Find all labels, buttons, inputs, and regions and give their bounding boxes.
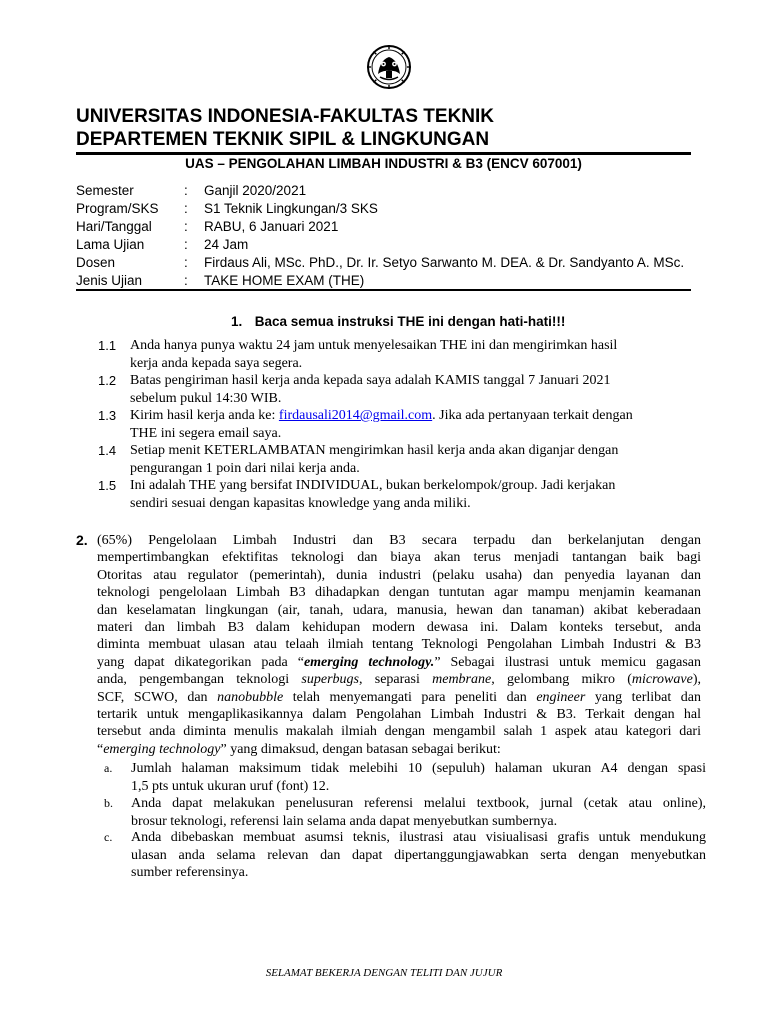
paragraph-line: (65%) Pengelolaan Limbah Industri dan B3 secara terpadu dan berkelanjutan dengan	[97, 533, 701, 548]
instruction-number: 1.5	[98, 478, 117, 493]
instruction-line: Batas pengiriman hasil kerja anda kepada saya adalah KAMIS tanggal 7 Januari 2021	[130, 373, 611, 388]
instruction-line: kerja anda kepada saya segera.	[130, 355, 303, 371]
info-label: Hari/Tanggal	[76, 219, 152, 234]
info-colon: :	[184, 255, 188, 270]
paragraph-line: teknologi pengelolaan Limbah B3 dihadapkan dengan tuntutan agar mampu menjamin keamanan	[97, 585, 701, 601]
sub-item-letter: b.	[104, 796, 113, 810]
sub-item-line: Anda dibebaskan membuat asumsi teknis, ilustrasi atau visiualisasi grafis untuk mendukung	[131, 830, 706, 845]
info-colon: :	[184, 183, 188, 198]
paragraph-line: mempertimbangkan efektifitas teknologi dan biaya akan terus menjadi tantangan baik bagi	[97, 550, 701, 566]
instruction-line: Setiap menit KETERLAMBATAN mengirimkan hasil kerja anda akan diganjar dengan	[130, 443, 619, 458]
instruction-text: Kirim hasil kerja anda ke:	[130, 408, 279, 423]
sub-item-line: 1,5 pts untuk ukuran uruf (font) 12.	[131, 778, 330, 794]
instruction-number: 1.3	[98, 408, 117, 423]
info-label: Lama Ujian	[76, 237, 145, 252]
emphasis-text: superbugs	[301, 672, 359, 688]
text-run: ),	[692, 672, 701, 688]
paragraph-line	[97, 654, 701, 671]
info-colon: :	[184, 273, 188, 288]
sub-item-letter: c.	[104, 830, 113, 844]
instruction-line: pengurangan 1 poin dari nilai kerja anda.	[130, 460, 360, 476]
paragraph-line: Otoritas atau regulator (pemerintah), dunia industri (pelaku usaha) dan penyedia layanan dan	[97, 567, 701, 583]
text-run: , separasi	[358, 672, 433, 688]
paragraph-line: diminta membuat ulasan atau telaah ilmiah tentang Teknologi Pengolahan Limbah Industri & B3	[97, 637, 701, 653]
makara-seal-logo	[366, 44, 412, 90]
sub-item-line: sumber referensinya.	[131, 865, 249, 880]
question2-paragraph	[97, 532, 701, 758]
text-run: anda, pengembangan teknologi	[97, 672, 302, 688]
info-value: 24 Jam	[204, 237, 249, 252]
emphasis-text: emerging technology	[103, 741, 221, 757]
instruction-line: Anda hanya punya waktu 24 jam untuk menyelesaikan THE ini dan mengirimkan hasil	[130, 338, 618, 353]
section1-heading	[231, 313, 565, 331]
instruction-line	[130, 407, 690, 425]
info-value: S1 Teknik Lingkungan/3 SKS	[204, 201, 378, 216]
sub-item-line: Anda dapat melakukan penelusuran referensi melalui textbook, jurnal (cetak atau online),	[131, 796, 706, 811]
emphasis-text: membrane	[432, 672, 492, 688]
info-colon: :	[184, 201, 188, 216]
closing-note: SELAMAT BEKERJA DENGAN TELITI DAN JUJUR	[265, 967, 503, 979]
text-run: SCF, SCWO, dan	[97, 689, 218, 705]
section1-number: 1.	[231, 314, 243, 329]
paragraph-line: dan keselamatan lingkungan (air, tanah, udara, manusia, hewan dan tanaman) akibat keberadaan	[97, 602, 701, 618]
info-value: Firdaus Ali, MSc. PhD., Dr. Ir. Setyo Sarwanto M. DEA. & Dr. Sandyanto A. MSc.	[204, 255, 685, 270]
info-colon: :	[184, 219, 188, 234]
email-link[interactable]: firdausali2014@gmail.com	[278, 408, 433, 423]
emphasis-text: emerging technology.	[303, 654, 435, 670]
question2-number: 2.	[76, 532, 88, 548]
info-label: Dosen	[76, 255, 116, 270]
paragraph-line: tertarik untuk mengaplikasikannya dalam Pengolahan Limbah Industri & B3. Terkait dengan hal	[97, 706, 701, 722]
emphasis-text: nanobubble	[217, 689, 284, 705]
info-label: Semester	[76, 183, 134, 198]
info-label: Jenis Ujian	[76, 273, 143, 288]
instruction-number: 1.4	[98, 443, 117, 458]
text-run: yang terlibat dan	[585, 689, 702, 705]
instruction-number: 1.1	[98, 338, 117, 353]
instruction-line: sebelum pukul 14:30 WIB.	[130, 390, 282, 406]
text-run: ” Sebagai ilustrasi untuk memicu gagasan	[434, 654, 701, 670]
section1-heading-text: Baca semua instruksi THE ini dengan hati-hati!!!	[254, 314, 566, 329]
department-name: DEPARTEMEN TEKNIK SIPIL & LINGKUNGAN	[76, 129, 490, 150]
exam-title: UAS – PENGOLAHAN LIMBAH INDUSTRI & B3 (ENCV 607001)	[185, 156, 582, 171]
emphasis-text: microwave	[631, 672, 693, 688]
emphasis-text: engineer	[536, 689, 586, 705]
instruction-line: THE ini segera email saya.	[130, 425, 282, 441]
paragraph-line: tersebut anda diminta menulis makalah ilmiah dengan mengambil salah 1 aspek atau kategori dari	[97, 724, 701, 740]
info-label: Program/SKS	[76, 201, 159, 216]
info-colon: :	[184, 237, 188, 252]
text-run: “	[97, 741, 104, 757]
text-run: ” yang dimaksud, dengan batasan sebagai berikut:	[220, 741, 501, 757]
university-name: UNIVERSITAS INDONESIA-FAKULTAS TEKNIK	[76, 106, 495, 127]
instruction-line: Ini adalah THE yang bersifat INDIVIDUAL, bukan berkelompok/group. Jadi kerjakan	[130, 478, 616, 493]
paragraph-line	[97, 689, 701, 706]
sub-item-line: ulasan anda selama relevan dan dapat dipertanggungjawabkan serta dengan menyebutkan	[131, 847, 706, 863]
sub-item-letter: a.	[104, 761, 113, 775]
instruction-number: 1.2	[98, 373, 117, 388]
info-value: TAKE HOME EXAM (THE)	[204, 273, 365, 288]
info-value: Ganjil 2020/2021	[204, 183, 307, 198]
instruction-line: sendiri sesuai dengan kapasitas knowledge yang anda miliki.	[130, 495, 471, 511]
text-run: , gelombang mikro (	[491, 672, 632, 688]
sub-item-line: brosur teknologi, referensi lain selama anda dapat menyebutkan sumbernya.	[131, 813, 558, 829]
paragraph-line	[97, 671, 701, 688]
text-run: yang dapat dikategorikan pada “	[97, 654, 304, 670]
instruction-text: . Jika ada pertanyaan terkait dengan	[432, 408, 633, 423]
text-run: telah menyemangati para peneliti dan	[283, 689, 537, 705]
paragraph-line	[97, 741, 701, 758]
info-divider	[76, 289, 691, 291]
sub-item-line: Jumlah halaman maksimum tidak melebihi 10 (sepuluh) halaman ukuran A4 dengan spasi	[131, 761, 706, 776]
paragraph-line: materi dan limbah B3 dalam kehidupan modern dewasa ini. Dalam konteks tersebut, anda	[97, 619, 701, 635]
info-value: RABU, 6 Januari 2021	[204, 219, 339, 234]
